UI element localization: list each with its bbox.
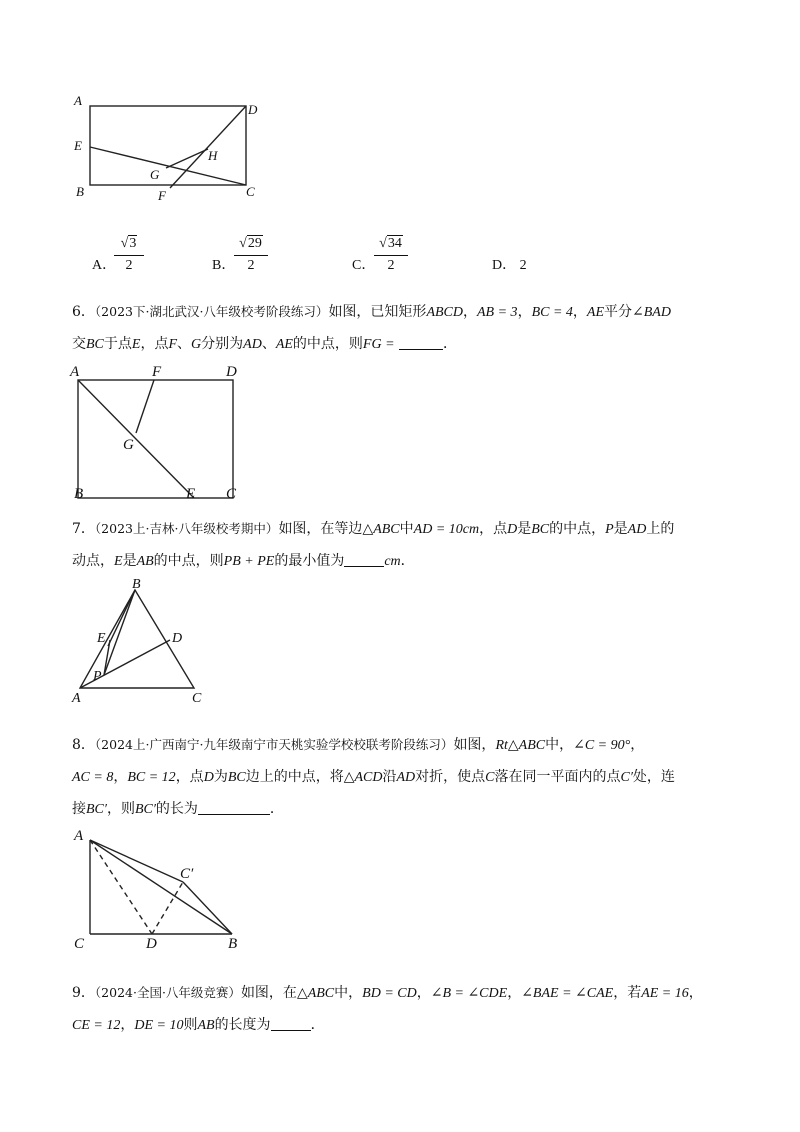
label-a: A [70, 364, 80, 380]
segment-bp [104, 590, 135, 675]
label-a: A [72, 691, 81, 706]
option-b-fraction: √29 2 [234, 234, 268, 275]
q6-source: （2023下·湖北武汉·八年级校考阶段练习） [94, 304, 329, 319]
label-f: F [152, 364, 162, 380]
label-e: E [74, 138, 82, 153]
label-g: G [123, 437, 134, 453]
segment-fg [136, 380, 154, 433]
figure-q5 [70, 92, 270, 207]
label-d: D [226, 364, 237, 380]
label-b: B [76, 184, 84, 199]
label-e: E [97, 631, 106, 646]
segment-c-prime-b [183, 882, 232, 934]
option-c-fraction: √34 2 [374, 234, 408, 275]
q6-line2: 交BC于点E，点F、G分别为AD、AE的中点，则FG = ． [72, 336, 457, 352]
dashed-dc-prime [152, 882, 183, 934]
label-c: C [192, 691, 202, 706]
q6-answer-blank[interactable] [399, 335, 443, 350]
option-d-letter: D． 2 [492, 258, 527, 273]
q9-line1: 9．（2024·全国·八年级竞赛）如图，在△ABC中，BD = CD，∠B = ∠CDE，∠BAE = ∠CAE，若AE = 16， [72, 985, 703, 1001]
label-a: A [74, 93, 82, 108]
q8-answer-blank[interactable] [198, 800, 270, 815]
segment-ec [90, 147, 246, 185]
segment-gh [166, 149, 208, 168]
q9-answer-blank[interactable] [271, 1016, 311, 1031]
segment-ac-prime [90, 840, 183, 882]
q7-line2: 动点，E是AB的中点，则PB + PE的最小值为 cm． [72, 553, 415, 569]
q8-line1: 8．（2024上·广西南宁·九年级南宁市天桃实验学校校联考阶段练习）如图，Rt△ABC中，∠C = 90°， [72, 737, 645, 753]
figure-q7 [66, 576, 226, 706]
q8-source: （2024上·广西南宁·九年级南宁市天桃实验学校校联考阶段练习） [94, 737, 454, 752]
label-c: C [74, 936, 85, 952]
q6-line1: 6．（2023下·湖北武汉·八年级校考阶段练习）如图，已知矩形ABCD，AB = 3，BC = 4，AE平分∠BAD [72, 304, 671, 320]
label-c: C [246, 184, 255, 199]
rectangle [90, 106, 246, 185]
figure-q6 [66, 360, 256, 505]
label-a: A [74, 828, 84, 844]
label-p: P [93, 669, 102, 684]
label-g: G [150, 167, 160, 182]
label-b: B [228, 936, 238, 952]
label-b: B [74, 486, 84, 502]
segment-ae [78, 380, 194, 498]
rectangle [78, 380, 233, 498]
q7-answer-blank[interactable] [344, 552, 384, 567]
label-e: E [186, 486, 196, 502]
option-b-letter: B． [212, 258, 236, 273]
q9-line2: CE = 12，DE = 10则AB的长度为 ． [72, 1017, 325, 1033]
label-b: B [132, 577, 141, 592]
figure-q8 [66, 824, 256, 954]
q6-figure-bottom-labels [0, 486, 300, 506]
label-f: F [158, 188, 166, 203]
q9-source: （2024·全国·八年级竞赛） [94, 985, 241, 1000]
label-d: D [172, 631, 183, 646]
q8-line3: 接BC′，则BC′的长为 ． [72, 801, 284, 817]
label-d: D [248, 102, 258, 117]
label-c-prime: C′ [180, 866, 194, 882]
label-c: C [226, 486, 237, 502]
option-a-letter: A． [92, 258, 117, 273]
label-d: D [146, 936, 157, 952]
segment-ab [90, 840, 232, 934]
label-h: H [208, 148, 218, 163]
segment-be [108, 590, 135, 646]
option-c-letter: C． [352, 258, 376, 273]
q7-source: （2023上·吉林·八年级校考期中） [94, 521, 279, 536]
q8-line2: AC = 8，BC = 12，点D为BC边上的中点，将△ACD沿AD对折，使点C落在同一平面内的点C′处，连 [72, 769, 675, 785]
q7-line1: 7．（2023上·吉林·八年级校考期中）如图，在等边△ABC中AD = 10cm，点D是BC的中点，P是AD上的 [72, 521, 675, 537]
option-a-fraction: √3 2 [114, 234, 144, 275]
